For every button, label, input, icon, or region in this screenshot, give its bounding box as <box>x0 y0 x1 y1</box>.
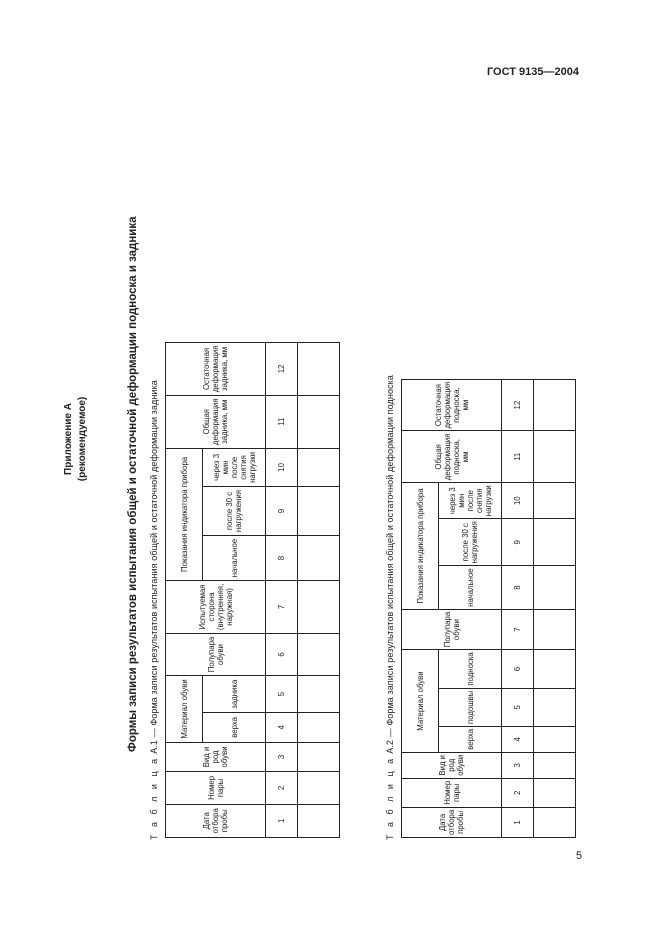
t1-h-upper: верха <box>203 713 266 742</box>
t1-h-total: Общая деформация задника, мм <box>166 395 266 448</box>
t2-col-number: 8 <box>502 566 534 609</box>
table2-caption-text: А.2 — Форма записи результатов испытания общей и остаточной деформации подноска <box>385 374 395 754</box>
t1-h-residual: Остаточная деформация задника, мм <box>166 343 266 396</box>
t1-empty-cell <box>298 395 340 448</box>
t1-col-number: 7 <box>266 581 298 633</box>
t2-h-total: Общая деформация подноска, мм <box>402 431 502 483</box>
table1 <box>165 342 340 838</box>
t1-col-number: 8 <box>266 535 298 580</box>
t2-empty-cell <box>534 379 576 431</box>
t1-h-after30: после 30 с нагружения <box>203 487 266 536</box>
t2-empty-cell <box>534 650 576 688</box>
t1-empty-cell <box>298 772 340 804</box>
table2-caption-prefix: Т а б л и ц а <box>385 756 395 840</box>
t2-empty-cell <box>534 483 576 519</box>
t2-h-indicator: Показания индикатора прибора <box>402 483 439 610</box>
t2-h-material: Материал обуви <box>402 650 439 752</box>
t2-col-number: 3 <box>502 752 534 778</box>
t1-number-row <box>266 343 298 838</box>
t2-col-number: 10 <box>502 483 534 519</box>
document-code: ГОСТ 9135—2004 <box>486 66 579 78</box>
t1-h-pair: Номер пары <box>166 772 266 804</box>
t2-h-toe: подноска <box>439 650 502 688</box>
t1-empty-cell <box>298 487 340 536</box>
t2-col-number: 5 <box>502 688 534 726</box>
t1-empty-cell <box>298 581 340 633</box>
t2-empty-cell <box>534 519 576 566</box>
t2-h-pair: Номер пары <box>402 778 502 807</box>
t2-col-number: 6 <box>502 650 534 688</box>
t2-h-residual: Остаточная деформация подноска, мм <box>402 379 502 431</box>
t1-empty-cell <box>298 343 340 396</box>
t1-col-number: 3 <box>266 742 298 772</box>
t2-empty-cell <box>534 807 576 837</box>
t2-col-number: 4 <box>502 726 534 752</box>
t1-h-side: Испытуемая сторона (внутренняя, наружная) <box>166 581 266 633</box>
table1-caption <box>149 380 159 840</box>
t1-col-number: 10 <box>266 448 298 487</box>
t1-col-number: 2 <box>266 772 298 804</box>
t1-col-number: 12 <box>266 343 298 396</box>
t2-col-number: 2 <box>502 778 534 807</box>
t2-col-number: 9 <box>502 519 534 566</box>
t2-h-halfpair: Полупара обуви <box>402 609 502 649</box>
t2-empty-cell <box>534 609 576 649</box>
t2-h-after30: после 30 с нагружения <box>439 519 502 566</box>
t2-h-after3: через 3 мин после снятия нагрузки <box>439 483 502 519</box>
t2-h-upper: верха <box>439 726 502 752</box>
t2-col-number: 11 <box>502 431 534 483</box>
t1-empty-cell <box>298 804 340 837</box>
t2-empty-cell <box>534 431 576 483</box>
t1-empty-cell <box>298 713 340 742</box>
page-number: 5 <box>576 850 583 862</box>
t1-col-number: 1 <box>266 804 298 837</box>
t2-empty-cell <box>534 778 576 807</box>
table1-caption-prefix: Т а б л и ц а <box>149 756 159 840</box>
t1-empty-cell <box>298 742 340 772</box>
t2-empty-cell <box>534 752 576 778</box>
table2 <box>401 379 576 838</box>
t1-col-number: 9 <box>266 487 298 536</box>
t1-h-initial: начальное <box>203 535 266 580</box>
t2-h-sole: подошвы <box>439 688 502 726</box>
t2-empty-cell <box>534 566 576 609</box>
t1-empty-cell <box>298 535 340 580</box>
appendix-heading <box>62 373 90 505</box>
appendix-title: Приложение А <box>63 403 74 475</box>
t1-h-indicator: Показания индикатора прибора <box>166 448 203 581</box>
main-title: Формы записи результатов испытания общей и остаточной деформации подноска и задника <box>127 216 139 752</box>
t2-h-date: Дата отбора пробы <box>402 807 502 837</box>
t2-empty-cell <box>534 726 576 752</box>
t1-col-number: 11 <box>266 395 298 448</box>
t2-number-row <box>502 379 534 837</box>
t1-h-date: Дата отбора пробы <box>166 804 266 837</box>
t1-empty-cell <box>298 448 340 487</box>
table2-caption <box>385 375 395 840</box>
t2-h-kind: Вид и род обуви <box>402 752 502 778</box>
t2-col-number: 7 <box>502 609 534 649</box>
appendix-subtitle: (рекомендуемое) <box>77 396 88 482</box>
t1-h-after3: через 3 мин после снятия нагрузки <box>203 448 266 487</box>
t1-empty-cell <box>298 633 340 676</box>
t1-empty-cell <box>298 676 340 713</box>
t1-h-kind: Вид и род обуви <box>166 742 266 772</box>
t1-h-halfpair: Полупара обуви <box>166 633 266 676</box>
t1-h-heel: задника <box>203 676 266 713</box>
table1-caption-text: А.1 — Форма записи результатов испытания общей и остаточной деформации задника <box>149 380 159 754</box>
t2-h-initial: начальное <box>439 566 502 609</box>
t2-col-number: 12 <box>502 379 534 431</box>
t2-col-number: 1 <box>502 807 534 837</box>
t2-empty-cell <box>534 688 576 726</box>
t1-col-number: 6 <box>266 633 298 676</box>
t1-h-material: Материал обуви <box>166 676 203 742</box>
t2-empty-row <box>534 379 576 837</box>
t1-col-number: 5 <box>266 676 298 713</box>
t1-col-number: 4 <box>266 713 298 742</box>
t1-empty-row <box>298 343 340 838</box>
